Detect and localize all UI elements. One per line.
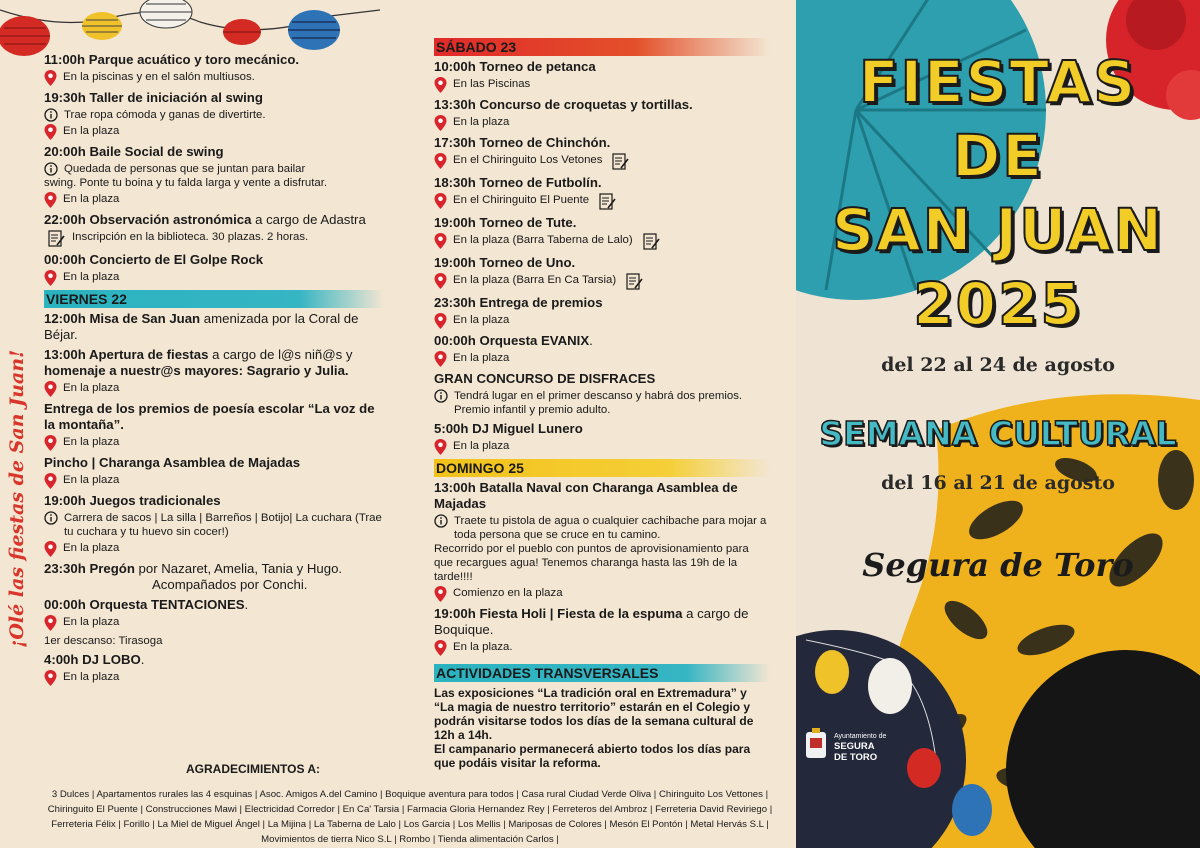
event-detail-text: Traete tu pistola de agua o cualquier cachibache para mojar a toda persona que se cruce en tu camino. bbox=[454, 515, 767, 541]
event-title-bold: 19:30h Taller de iniciación al swing bbox=[44, 90, 263, 105]
event-title-bold: 4:00h DJ LOBO bbox=[44, 652, 141, 667]
event-detail-text: En la plaza bbox=[453, 352, 510, 364]
event-item bbox=[434, 255, 770, 291]
paper-lanterns-decoration bbox=[0, 0, 380, 56]
pin-icon bbox=[434, 115, 447, 131]
event-title-bold: 13:30h Concurso de croquetas y tortillas. bbox=[434, 97, 693, 112]
event-detail bbox=[434, 313, 770, 329]
event-title-rest: a cargo de l@s niñ@s y bbox=[208, 347, 353, 362]
event-title-bold: 5:00h DJ Miguel Lunero bbox=[434, 421, 583, 436]
pin-icon bbox=[44, 270, 57, 286]
pin-icon bbox=[44, 435, 57, 451]
event-detail bbox=[434, 351, 770, 367]
event-detail-text: En la plaza bbox=[63, 474, 120, 486]
town-hall-logo-name-1: SEGURA bbox=[834, 741, 875, 752]
event-title bbox=[434, 606, 770, 638]
event-title-bold: 00:00h Orquesta TENTACIONES bbox=[44, 597, 245, 612]
event-detail bbox=[434, 77, 770, 93]
event-detail-text: En la plaza bbox=[63, 616, 120, 628]
event-item bbox=[44, 561, 384, 593]
event-detail bbox=[44, 615, 384, 631]
event-detail bbox=[44, 192, 384, 208]
event-title-bold: Entrega de los premios de poesía escolar “La voz de la montaña”. bbox=[44, 401, 375, 432]
event-detail bbox=[44, 270, 384, 286]
event-title bbox=[44, 347, 384, 379]
event-detail bbox=[44, 435, 384, 451]
cover-title-line-4: 2025 bbox=[913, 270, 1083, 338]
event-title bbox=[434, 215, 770, 231]
pin-icon bbox=[434, 439, 447, 455]
event-title-bold: Pincho | Charanga Asamblea de Majadas bbox=[44, 455, 301, 470]
event-item bbox=[434, 295, 770, 329]
event-detail bbox=[44, 230, 384, 248]
day-header-sunday: DOMINGO 25 bbox=[434, 459, 770, 477]
event-detail-text: En las Piscinas bbox=[453, 78, 531, 90]
event-title bbox=[434, 97, 770, 113]
event-title bbox=[434, 59, 770, 75]
event-title bbox=[44, 252, 384, 268]
event-title-rest: . bbox=[244, 597, 249, 612]
event-detail bbox=[434, 273, 770, 291]
event-detail bbox=[434, 153, 770, 171]
event-detail-text: En la plaza (Barra Taberna de Lalo) bbox=[453, 234, 633, 246]
event-item bbox=[44, 252, 384, 286]
event-detail-text: En el Chiringuito Los Vetones bbox=[453, 154, 603, 166]
lantern-red-2 bbox=[223, 19, 261, 45]
event-title-bold: 13:00h Batalla Naval con Charanga Asamblea de Majadas bbox=[434, 480, 738, 511]
event-detail bbox=[434, 389, 770, 417]
event-item bbox=[44, 347, 384, 397]
event-detail bbox=[44, 670, 384, 686]
note-icon bbox=[626, 273, 644, 291]
event-title-rest: a cargo de Adastra bbox=[251, 212, 366, 227]
info-icon bbox=[44, 511, 58, 525]
event-detail-text: En la plaza bbox=[453, 314, 510, 326]
pin-icon bbox=[434, 586, 447, 602]
pin-icon bbox=[44, 670, 57, 686]
event-title-bold: 19:00h Juegos tradicionales bbox=[44, 493, 221, 508]
event-title-bold: 10:00h Torneo de petanca bbox=[434, 59, 596, 74]
left-column bbox=[44, 52, 384, 690]
event-detail bbox=[44, 124, 384, 140]
event-detail-text: En la plaza bbox=[63, 671, 120, 683]
event-title-bold: 12:00h Misa de San Juan bbox=[44, 311, 201, 326]
event-title-bold: 23:30h Entrega de premios bbox=[434, 295, 603, 310]
event-title-rest: . bbox=[589, 333, 593, 348]
event-item bbox=[434, 215, 770, 251]
event-title bbox=[434, 333, 770, 349]
event-title bbox=[44, 212, 384, 228]
event-item bbox=[434, 371, 770, 417]
pin-icon bbox=[434, 640, 447, 656]
pin-icon bbox=[44, 192, 57, 208]
festival-dates: del 22 al 24 de agosto bbox=[881, 354, 1115, 376]
event-detail-text: Tendrá lugar en el primer descanso y habrá dos premios. Premio infantil y premio adulto. bbox=[454, 390, 743, 416]
note-icon bbox=[612, 153, 630, 171]
event-detail-text: Trae ropa cómoda y ganas de divertirte. bbox=[64, 109, 266, 121]
note-icon bbox=[48, 230, 66, 248]
event-title bbox=[44, 561, 384, 577]
event-detail-text: En la piscinas y en el salón multiusos. bbox=[63, 71, 255, 83]
event-title bbox=[434, 421, 770, 437]
event-title-bold: 19:00h Torneo de Tute. bbox=[434, 215, 577, 230]
pin-icon bbox=[434, 77, 447, 93]
event-item bbox=[434, 97, 770, 131]
event-title bbox=[44, 401, 384, 433]
event-detail-text: Carrera de sacos | La silla | Barreños | Botijo| La cuchara (Trae tu cuchara y tu huevo sin cocer!) bbox=[64, 512, 382, 538]
event-title-rest: por Nazaret, Amelia, Tania y Hugo. bbox=[134, 561, 343, 576]
event-detail bbox=[44, 162, 384, 176]
event-detail bbox=[434, 115, 770, 131]
event-item bbox=[44, 52, 384, 86]
cover-title-line-2: DE bbox=[952, 122, 1044, 190]
event-detail bbox=[434, 233, 770, 251]
event-detail-text: En la plaza. bbox=[453, 641, 513, 653]
day-header-saturday: SÁBADO 23 bbox=[434, 38, 770, 56]
event-item bbox=[44, 597, 384, 648]
lantern-yellow bbox=[82, 12, 122, 40]
event-title-rest: amenizada por la Coral de Béjar. bbox=[44, 311, 359, 342]
event-item bbox=[44, 144, 384, 208]
event-title-bold: 19:00h Fiesta Holi | Fiesta de la espuma bbox=[434, 606, 683, 621]
event-detail-text: En la plaza bbox=[63, 271, 120, 283]
event-item bbox=[434, 135, 770, 171]
transversal-text: Las exposiciones “La tradición oral en Extremadura” y “La magia de nuestro territorio” estarán en el Colegio y podrán visitarse todos los días de la semana cultural de 12h a 14h. bbox=[434, 686, 754, 742]
event-detail bbox=[44, 541, 384, 557]
event-item bbox=[44, 212, 384, 248]
pin-icon bbox=[44, 381, 57, 397]
event-title-bold-2: homenaje a nuestr@s mayores: Sagrario y Julia. bbox=[44, 363, 349, 378]
event-item bbox=[434, 59, 770, 93]
event-item bbox=[434, 333, 770, 367]
note-icon bbox=[599, 193, 617, 211]
event-title-bold: 23:30h Pregón bbox=[44, 561, 135, 576]
info-icon bbox=[44, 108, 58, 122]
event-detail bbox=[44, 473, 384, 489]
event-extra-line: Acompañados por Conchi. bbox=[152, 577, 308, 592]
middle-column bbox=[434, 34, 770, 770]
event-detail bbox=[44, 70, 384, 86]
town-name: Segura de Toro bbox=[862, 546, 1134, 584]
event-detail-text: En la plaza bbox=[453, 440, 510, 452]
event-item bbox=[434, 480, 770, 602]
thanks-list: 3 Dulces | Apartamentos rurales las 4 esquinas | Asoc. Amigos A.del Camino | Boquique aventura para todos | Casa rural Ciudad Verde Oliva | Chiringuito Los Vettones | Chiringuito El Puente | Construcciones Mawi | Electricidad Corredor | En Ca' Tarsia | Farmacia Gloria Hernandez Rey | Ferreteros del Ambroz | Ferreteria David Reviriego | Ferreteria Félix | Forillo | La Miel de Miguel Ángel | La Mijina | La Taberna de Lalo | Los Garcia | Los Mellis | Mariposas de Colores | Mesón El Pontón | Metal Hervás S.L | Movimientos de tierra Nico S.L | Rombo | Tienda alimentación Carlos | bbox=[47, 789, 773, 845]
event-detail-text: Quedada de personas que se juntan para bailar bbox=[64, 163, 306, 175]
event-title bbox=[434, 371, 770, 387]
vertical-slogan: ¡Olé las fiestas de San Juan! bbox=[6, 349, 28, 648]
event-title-bold: 00:00h Concierto de El Golpe Rock bbox=[44, 252, 264, 267]
event-item bbox=[434, 421, 770, 455]
event-item bbox=[434, 606, 770, 656]
pin-icon bbox=[434, 193, 447, 209]
event-detail bbox=[434, 193, 770, 211]
event-detail-text: En la plaza bbox=[63, 125, 120, 137]
info-icon bbox=[44, 162, 58, 176]
event-detail bbox=[434, 439, 770, 455]
event-title-bold: 22:00h Observación astronómica bbox=[44, 212, 252, 227]
cultural-week-title: SEMANA CULTURAL bbox=[819, 414, 1177, 453]
event-detail-text: En la plaza bbox=[63, 382, 120, 394]
thanks-title: AGRADECIMIENTOS A: bbox=[186, 762, 321, 776]
event-title bbox=[434, 255, 770, 271]
event-item bbox=[44, 311, 384, 343]
lantern-red-1 bbox=[0, 16, 50, 56]
event-title-bold: 19:00h Torneo de Uno. bbox=[434, 255, 576, 270]
event-title-bold: 18:30h Torneo de Futbolín. bbox=[434, 175, 602, 190]
event-title bbox=[44, 493, 384, 509]
event-title bbox=[434, 480, 770, 512]
pin-icon bbox=[44, 615, 57, 631]
coat-of-arms-icon bbox=[806, 728, 826, 758]
event-title-bold: 00:00h Orquesta EVANIX bbox=[434, 333, 590, 348]
event-detail-text: En la plaza bbox=[63, 542, 120, 554]
event-detail-text: En la plaza bbox=[453, 116, 510, 128]
cover-title-line-1: FIESTAS bbox=[858, 48, 1138, 116]
event-title bbox=[44, 144, 384, 160]
town-hall-logo-name-2: DE TORO bbox=[834, 752, 878, 763]
info-icon bbox=[434, 514, 448, 528]
event-item bbox=[44, 455, 384, 489]
event-item bbox=[434, 175, 770, 211]
pin-icon bbox=[434, 313, 447, 329]
event-title bbox=[44, 52, 384, 68]
note-icon bbox=[643, 233, 661, 251]
pin-icon bbox=[44, 70, 57, 86]
cover-panel bbox=[796, 0, 1200, 848]
pin-icon bbox=[434, 351, 447, 367]
event-detail-text: En la plaza bbox=[63, 436, 120, 448]
pin-icon bbox=[44, 473, 57, 489]
event-extra-line: 1er descanso: Tirasoga bbox=[44, 635, 163, 647]
event-detail bbox=[44, 381, 384, 397]
pin-icon bbox=[44, 124, 57, 140]
lantern-white bbox=[140, 0, 192, 28]
event-item bbox=[44, 401, 384, 451]
event-title-rest: a cargo de Boquique. bbox=[434, 606, 749, 637]
event-item bbox=[44, 90, 384, 140]
event-detail bbox=[44, 108, 384, 122]
event-title bbox=[44, 311, 384, 343]
event-title-rest: . bbox=[140, 652, 145, 667]
cultural-week-dates: del 16 al 21 de agosto bbox=[881, 472, 1115, 494]
event-title-bold: 20:00h Baile Social de swing bbox=[44, 144, 224, 159]
event-title-bold: 17:30h Torneo de Chinchón. bbox=[434, 135, 611, 150]
event-title bbox=[44, 652, 384, 668]
event-title-bold: GRAN CONCURSO DE DISFRACES bbox=[434, 371, 656, 386]
info-icon bbox=[434, 389, 448, 403]
event-detail-text: Comienzo en la plaza bbox=[453, 587, 563, 599]
transversal-text-2: El campanario permanecerá abierto todos los días para que podáis visitar la reforma. bbox=[434, 742, 751, 770]
pin-icon bbox=[434, 233, 447, 249]
town-hall-logo-small: Ayuntamiento de bbox=[834, 733, 887, 740]
event-title bbox=[44, 597, 384, 613]
event-detail-text: Inscripción en la biblioteca. 30 plazas. 2 horas. bbox=[72, 231, 309, 243]
event-title bbox=[44, 90, 384, 106]
event-title bbox=[434, 135, 770, 151]
lantern-blue bbox=[288, 10, 340, 50]
cover-title-line-3: SAN JUAN bbox=[832, 196, 1164, 264]
town-hall-logo bbox=[834, 733, 886, 763]
pin-icon bbox=[434, 273, 447, 289]
day-header-friday: VIERNES 22 bbox=[44, 290, 384, 308]
event-title bbox=[44, 455, 384, 471]
event-detail-text: En la plaza (Barra En Ca Tarsia) bbox=[453, 274, 617, 286]
pin-icon bbox=[44, 541, 57, 557]
pin-icon bbox=[434, 153, 447, 169]
event-detail bbox=[44, 511, 384, 539]
event-detail-text: En el Chiringuito El Puente bbox=[453, 194, 590, 206]
event-title-bold: 13:00h Apertura de fiestas bbox=[44, 347, 209, 362]
event-detail bbox=[434, 514, 770, 542]
event-detail-text: En la plaza bbox=[63, 193, 120, 205]
event-detail-line: Recorrido por el pueblo con puntos de aprovisionamiento para que recargues agua! Tenemos charanga hasta las 19h de la tarde!!!! bbox=[434, 543, 749, 583]
event-detail bbox=[434, 586, 770, 602]
event-title bbox=[434, 295, 770, 311]
event-item bbox=[44, 493, 384, 557]
event-item bbox=[44, 652, 384, 686]
transversal-header: ACTIVIDADES TRANSVERSALES bbox=[434, 664, 770, 682]
event-title bbox=[434, 175, 770, 191]
event-detail bbox=[434, 640, 770, 656]
event-detail-line: swing. Ponte tu boina y tu falda larga y vente a disfrutar. bbox=[44, 177, 328, 189]
event-title-bold: 11:00h Parque acuático y toro mecánico. bbox=[44, 52, 300, 67]
